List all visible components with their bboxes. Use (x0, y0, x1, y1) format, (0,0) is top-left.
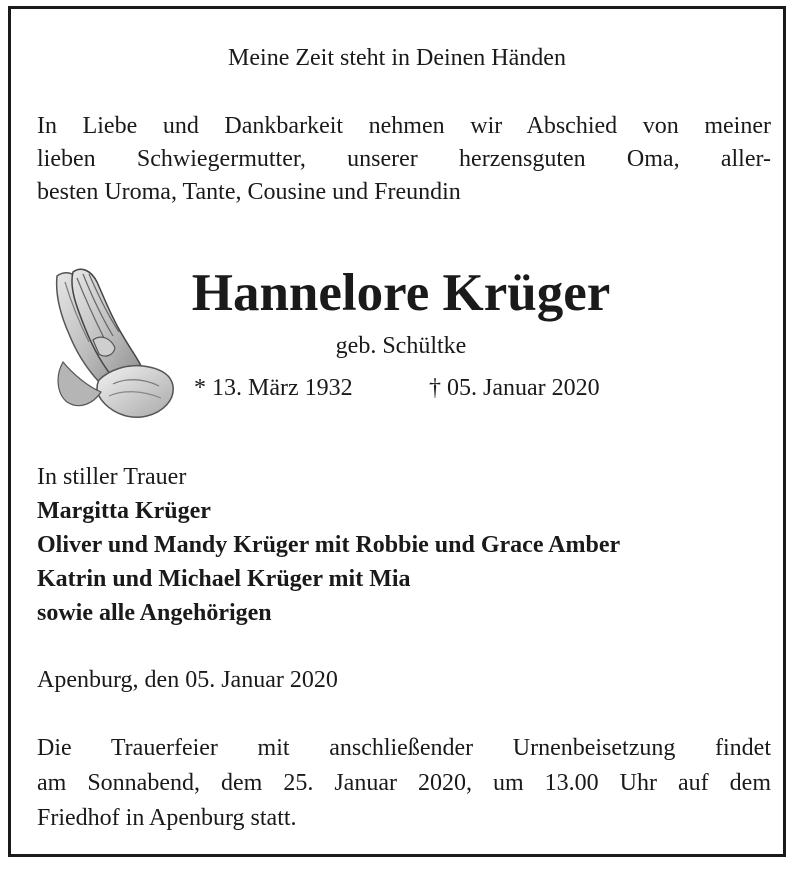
birth-date: * 13. März 1932 (194, 375, 353, 401)
mourners-intro: In stiller Trauer (37, 464, 187, 490)
intro-line: In Liebe und Dankbarkeit nehmen wir Abschied von meiner (37, 113, 771, 139)
intro-line: besten Uroma, Tante, Cousine und Freundin (37, 179, 461, 205)
motto: Meine Zeit steht in Deinen Händen (228, 45, 566, 71)
obituary-notice (8, 6, 786, 857)
service-info (37, 731, 771, 836)
mourners-block (37, 460, 620, 630)
place-date: Apenburg, den 05. Januar 2020 (37, 667, 338, 693)
mourner-name: Oliver und Mandy Krüger mit Robbie und Grace Amber (37, 532, 621, 558)
intro-line: lieben Schwiegermutter, unserer herzensguten Oma, aller- (37, 146, 771, 172)
mourner-name: Margitta Krüger (37, 498, 211, 524)
service-line: Friedhof in Apenburg statt. (37, 805, 297, 831)
death-date: † 05. Januar 2020 (429, 375, 600, 401)
mourner-name: Katrin und Michael Krüger mit Mia (37, 566, 411, 592)
service-line: am Sonnabend, dem 25. Januar 2020, um 13.00 Uhr auf dem (37, 770, 771, 796)
deceased-name: Hannelore Krüger (191, 264, 611, 322)
service-line: Die Trauerfeier mit anschließender Urnenbeisetzung findet (37, 735, 771, 761)
intro-text (37, 110, 771, 209)
birth-name: geb. Schültke (335, 333, 467, 359)
mourner-name: sowie alle Angehörigen (37, 600, 272, 626)
